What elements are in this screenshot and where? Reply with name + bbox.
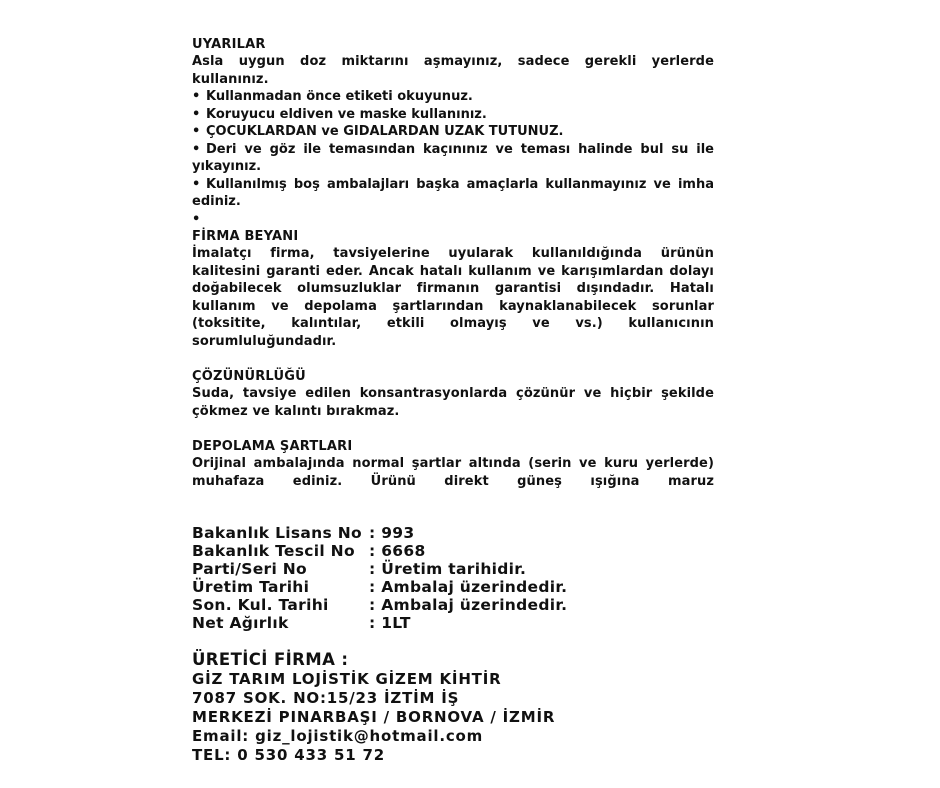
- company-statement-title: FİRMA BEYANI: [192, 229, 299, 244]
- info-row: [192, 560, 714, 578]
- bullet-icon: •: [192, 211, 201, 227]
- info-value: : Ambalaj üzerindedir.: [369, 578, 568, 596]
- info-value: : 1LT: [369, 614, 411, 632]
- manufacturer-title: ÜRETİCİ FİRMA :: [192, 650, 349, 669]
- info-value: : Ambalaj üzerindedir.: [369, 596, 568, 614]
- info-row: [192, 578, 714, 596]
- info-value: : 993: [369, 524, 415, 542]
- warning-item: • Kullanılmış boş ambalajları başka amaçlarla kullanmayınız ve imha ediniz.: [192, 176, 714, 209]
- bullet-icon: •: [192, 176, 201, 192]
- warning-item: [192, 211, 714, 229]
- manufacturer-address-line: MERKEZİ PINARBAŞI / BORNOVA / İZMİR: [192, 708, 556, 726]
- info-row: [192, 596, 714, 614]
- warning-item: • ÇOCUKLARDAN ve GIDALARDAN UZAK TUTUNUZ.: [192, 124, 564, 139]
- info-row: [192, 542, 714, 560]
- bullet-icon: •: [192, 141, 201, 157]
- warnings-title: UYARILAR: [192, 37, 266, 52]
- info-value: : Üretim tarihidir.: [369, 560, 527, 578]
- info-key: Net Ağırlık: [192, 614, 289, 632]
- manufacturer-email: Email: giz_lojistik@hotmail.com: [192, 727, 484, 745]
- label-document: [192, 36, 714, 765]
- info-row: [192, 614, 714, 632]
- warning-item: • Deri ve göz ile temasından kaçınınız ve teması halinde bul su ile yıkayınız.: [192, 141, 714, 174]
- info-value: : 6668: [369, 542, 426, 560]
- info-row: [192, 524, 714, 542]
- bullet-icon: •: [192, 124, 201, 139]
- warnings-intro: Asla uygun doz miktarını aşmayınız, sadece gerekli yerlerde kullanınız.: [192, 54, 714, 87]
- bullet-icon: •: [192, 89, 201, 104]
- solubility-text: Suda, tavsiye edilen konsantrasyonlarda çözünür ve hiçbir şekilde çökmez ve kalıntı bırakmaz.: [192, 386, 714, 419]
- warning-item: • Koruyucu eldiven ve maske kullanınız.: [192, 106, 487, 122]
- manufacturer-name: GİZ TARIM LOJİSTİK GİZEM KİHTİR: [192, 670, 502, 688]
- info-key: Üretim Tarihi: [192, 578, 310, 596]
- solubility-title: ÇÖZÜNÜRLÜĞÜ: [192, 369, 306, 384]
- company-statement-text: İmalatçı firma, tavsiyelerine uyularak kullanıldığında ürünün kalitesini garanti eder. Ancak hatalı kullanım ve karışımlardan dolayı doğabilecek olumsuzluklar firmanın garantisi dışındadır. Hatalı kullanım ve depolama şartlarından kaynaklanabilecek sorunlar (toksitite, kalıntılar, etkili olmayış ve vs.) kullanıcının sorumluluğundadır.: [192, 246, 714, 349]
- storage-text: Orijinal ambalajında normal şartlar altında (serin ve kuru yerlerde) muhafaza ediniz. Ürünü direkt güneş ışığına maruz: [192, 456, 714, 489]
- info-key: Parti/Seri No: [192, 560, 307, 578]
- manufacturer-address-line: 7087 SOK. NO:15/23 İZTİM İŞ: [192, 689, 460, 707]
- warnings-list: [192, 88, 714, 228]
- manufacturer-phone: TEL: 0 530 433 51 72: [192, 746, 385, 764]
- warning-item: • Kullanmadan önce etiketi okuyunuz.: [192, 89, 473, 104]
- info-key: Son. Kul. Tarihi: [192, 596, 329, 614]
- info-key: Bakanlık Tescil No: [192, 542, 355, 560]
- bullet-icon: •: [192, 106, 201, 122]
- info-key: Bakanlık Lisans No: [192, 524, 362, 542]
- storage-title: DEPOLAMA ŞARTLARI: [192, 439, 353, 454]
- product-info-table: [192, 524, 714, 632]
- manufacturer-block: [192, 670, 714, 765]
